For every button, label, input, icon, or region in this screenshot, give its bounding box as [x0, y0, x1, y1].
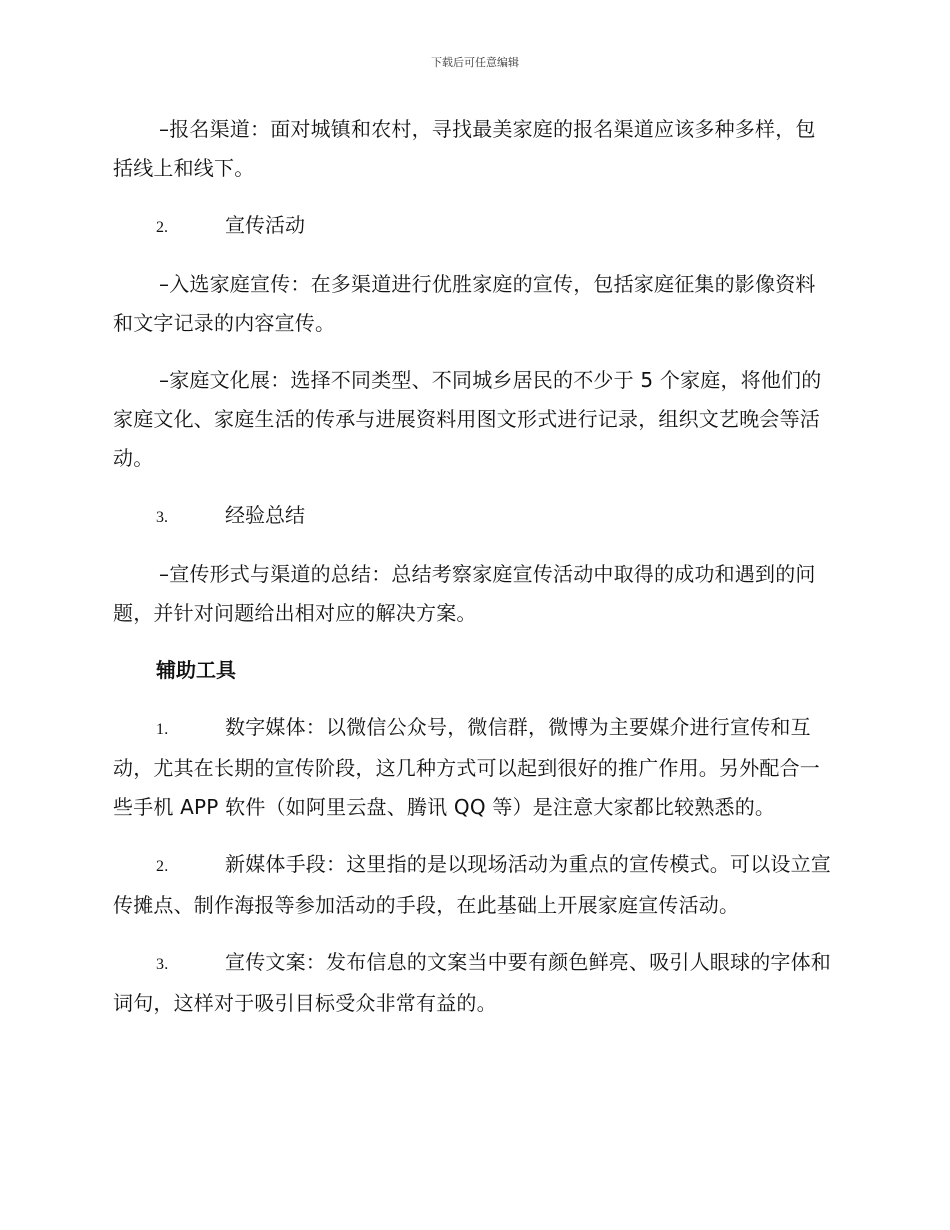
paragraph-family-culture-exhibition: –家庭文化展：选择不同类型、不同城乡居民的不少于 5 个家庭，将他们的家庭文化、家庭生活的传承与进展资料用图文形式进行记录，组织文艺晚会等活动。: [113, 368, 822, 470]
tool-item-digital-media: [113, 708, 835, 827]
page-header-note: 下载后可任意编辑: [431, 56, 519, 69]
tool-item-new-media: [113, 845, 835, 925]
list-number: 3.: [156, 509, 168, 526]
paragraph-selected-family-publicity: –入选家庭宣传：在多渠道进行优胜家庭的宣传，包括家庭征集的影像资料和文字记录的内容宣传。: [113, 272, 816, 335]
list-number: 2.: [156, 858, 169, 875]
tool-item-text: 数字媒体：以微信公众号，微信群，微博为主要媒介进行宣传和互动，尤其在长期的宣传阶段，这几种方式可以起到很好的推广作用。另外配合一些手机 APP 软件（如阿里云盘、腾讯 QQ 等）是注意大家都比较熟悉的。: [113, 715, 820, 819]
paragraph-summary: –宣传形式与渠道的总结：总结考察家庭宣传活动中取得的成功和遇到的问题，并针对问题给出相对应的解决方案。: [113, 562, 816, 625]
document-body: [113, 110, 835, 1041]
list-number: 3.: [156, 956, 169, 973]
list-number: 2.: [156, 219, 168, 236]
tool-item-copywriting: [113, 943, 835, 1023]
numbered-heading-summary: [113, 496, 835, 537]
list-heading-text: 经验总结: [225, 503, 305, 527]
numbered-heading-publicity: [113, 206, 835, 247]
list-number: 1.: [156, 721, 169, 738]
paragraph-registration-channels: –报名渠道：面对城镇和农村，寻找最美家庭的报名渠道应该多种多样，包括线上和线下。: [113, 117, 816, 180]
list-heading-text: 宣传活动: [225, 213, 305, 237]
section-title-tools: 辅助工具: [156, 658, 236, 682]
tool-item-text: 新媒体手段：这里指的是以现场活动为重点的宣传模式。可以设立宣传摊点、制作海报等参加活动的手段，在此基础上开展家庭宣传活动。: [113, 852, 831, 917]
tool-item-text: 宣传文案：发布信息的文案当中要有颜色鲜亮、吸引人眼球的字体和词句，这样对于吸引目标受众非常有益的。: [113, 950, 831, 1015]
